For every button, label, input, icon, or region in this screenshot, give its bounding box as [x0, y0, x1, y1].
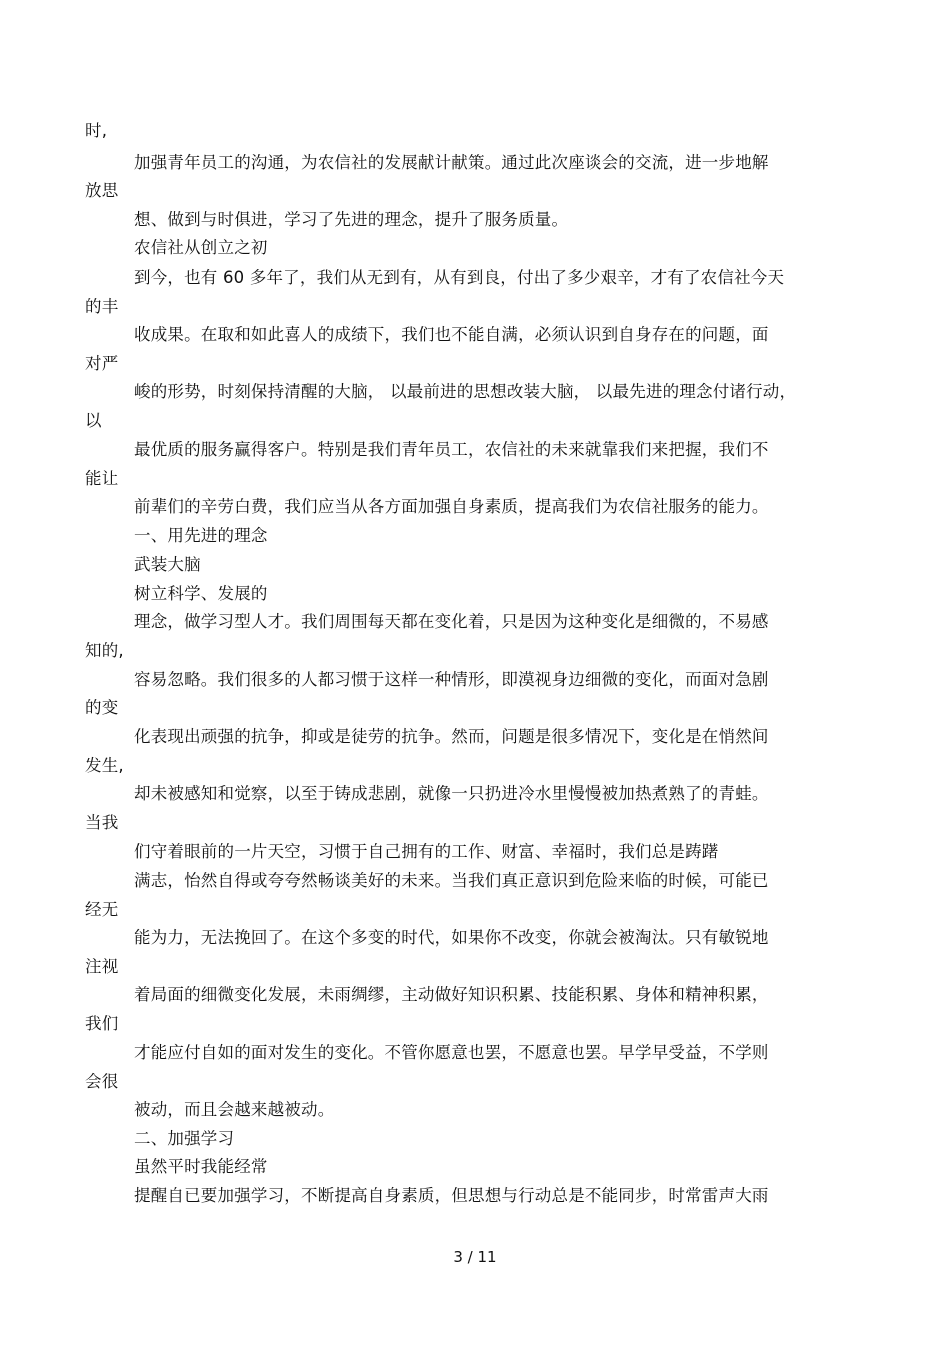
text-line: 经无 [85, 900, 119, 919]
text-line: 当我 [85, 813, 119, 832]
text-line: 收成果。在取和如此喜人的成绩下，我们也不能自满，必须认识到自身存在的问题，面 [134, 325, 769, 344]
text-line: 被动，而且会越来越被动。 [134, 1100, 335, 1119]
text-line: 化表现出顽强的抗争，抑或是徒劳的抗争。然而，问题是很多情况下，变化是在悄然间 [134, 727, 769, 746]
text-line: 提醒自已要加强学习，不断提高自身素质，但思想与行动总是不能同步，时常雷声大雨 [134, 1186, 769, 1205]
text-line: 想、做到与时俱进，学习了先进的理念，提升了服务质量。 [134, 210, 569, 229]
text-line: 农信社从创立之初 [134, 238, 268, 257]
page-number: 3 / 11 [453, 1248, 497, 1266]
text-line: 对严 [85, 354, 119, 373]
text-line: 峻的形势，时刻保持清醒的大脑， 以最前进的思想改装大脑， 以最先进的理念付诸行动， [134, 382, 797, 401]
text-line: 最优质的服务赢得客户。特别是我们青年员工，农信社的未来就靠我们来把握，我们不 [134, 440, 769, 459]
text-line: 知的, [85, 641, 124, 660]
text-line: 放思 [85, 181, 119, 200]
text-line: 武装大脑 [134, 555, 201, 574]
section-heading: 一、用先进的理念 [134, 526, 268, 545]
text-line: 加强青年员工的沟通，为农信社的发展献计献策。通过此次座谈会的交流，进一步地解 [134, 153, 769, 172]
text-line: 虽然平时我能经常 [134, 1157, 268, 1176]
text-line: 的变 [85, 698, 119, 717]
text-line: 会很 [85, 1072, 119, 1091]
text-line: 的丰 [85, 297, 119, 316]
text-line: 到今，也有 60 多年了，我们从无到有，从有到良，付出了多少艰辛，才有了农信社今天 [134, 268, 785, 287]
text-line: 树立科学、发展的 [134, 584, 268, 603]
text-line: 们守着眼前的一片天空，习惯于自己拥有的工作、财富、幸福时，我们总是踌躇 [134, 842, 719, 861]
section-heading: 二、加强学习 [134, 1129, 235, 1148]
text-line: 理念，做学习型人才。我们周围每天都在变化着，只是因为这种变化是细微的，不易感 [134, 612, 769, 631]
text-line: 注视 [85, 957, 119, 976]
text-line: 能为力，无法挽回了。在这个多变的时代，如果你不改变，你就会被淘汰。只有敏锐地 [134, 928, 769, 947]
text-line: 以 [85, 411, 102, 430]
text-line: 着局面的细微变化发展，未雨绸缪，主动做好知识积累、技能积累、身体和精神积累， [134, 985, 769, 1004]
text-line: 却未被感知和觉察，以至于铸成悲剧，就像一只扔进冷水里慢慢被加热煮熟了的青蛙。 [134, 784, 769, 803]
text-line: 前辈们的辛劳白费，我们应当从各方面加强自身素质，提高我们为农信社服务的能力。 [134, 497, 769, 516]
text-line: 时, [85, 121, 108, 140]
text-line: 能让 [85, 469, 119, 488]
text-line: 容易忽略。我们很多的人都习惯于这样一种情形，即漠视身边细微的变化，而面对急剧 [134, 670, 769, 689]
text-line: 才能应付自如的面对发生的变化。不管你愿意也罢，不愿意也罢。早学早受益，不学则 [134, 1043, 769, 1062]
text-line: 发生, [85, 756, 124, 775]
text-line: 我们 [85, 1014, 119, 1033]
text-line: 满志，怡然自得或夸夸然畅谈美好的未来。当我们真正意识到危险来临的时候，可能已 [134, 871, 769, 890]
